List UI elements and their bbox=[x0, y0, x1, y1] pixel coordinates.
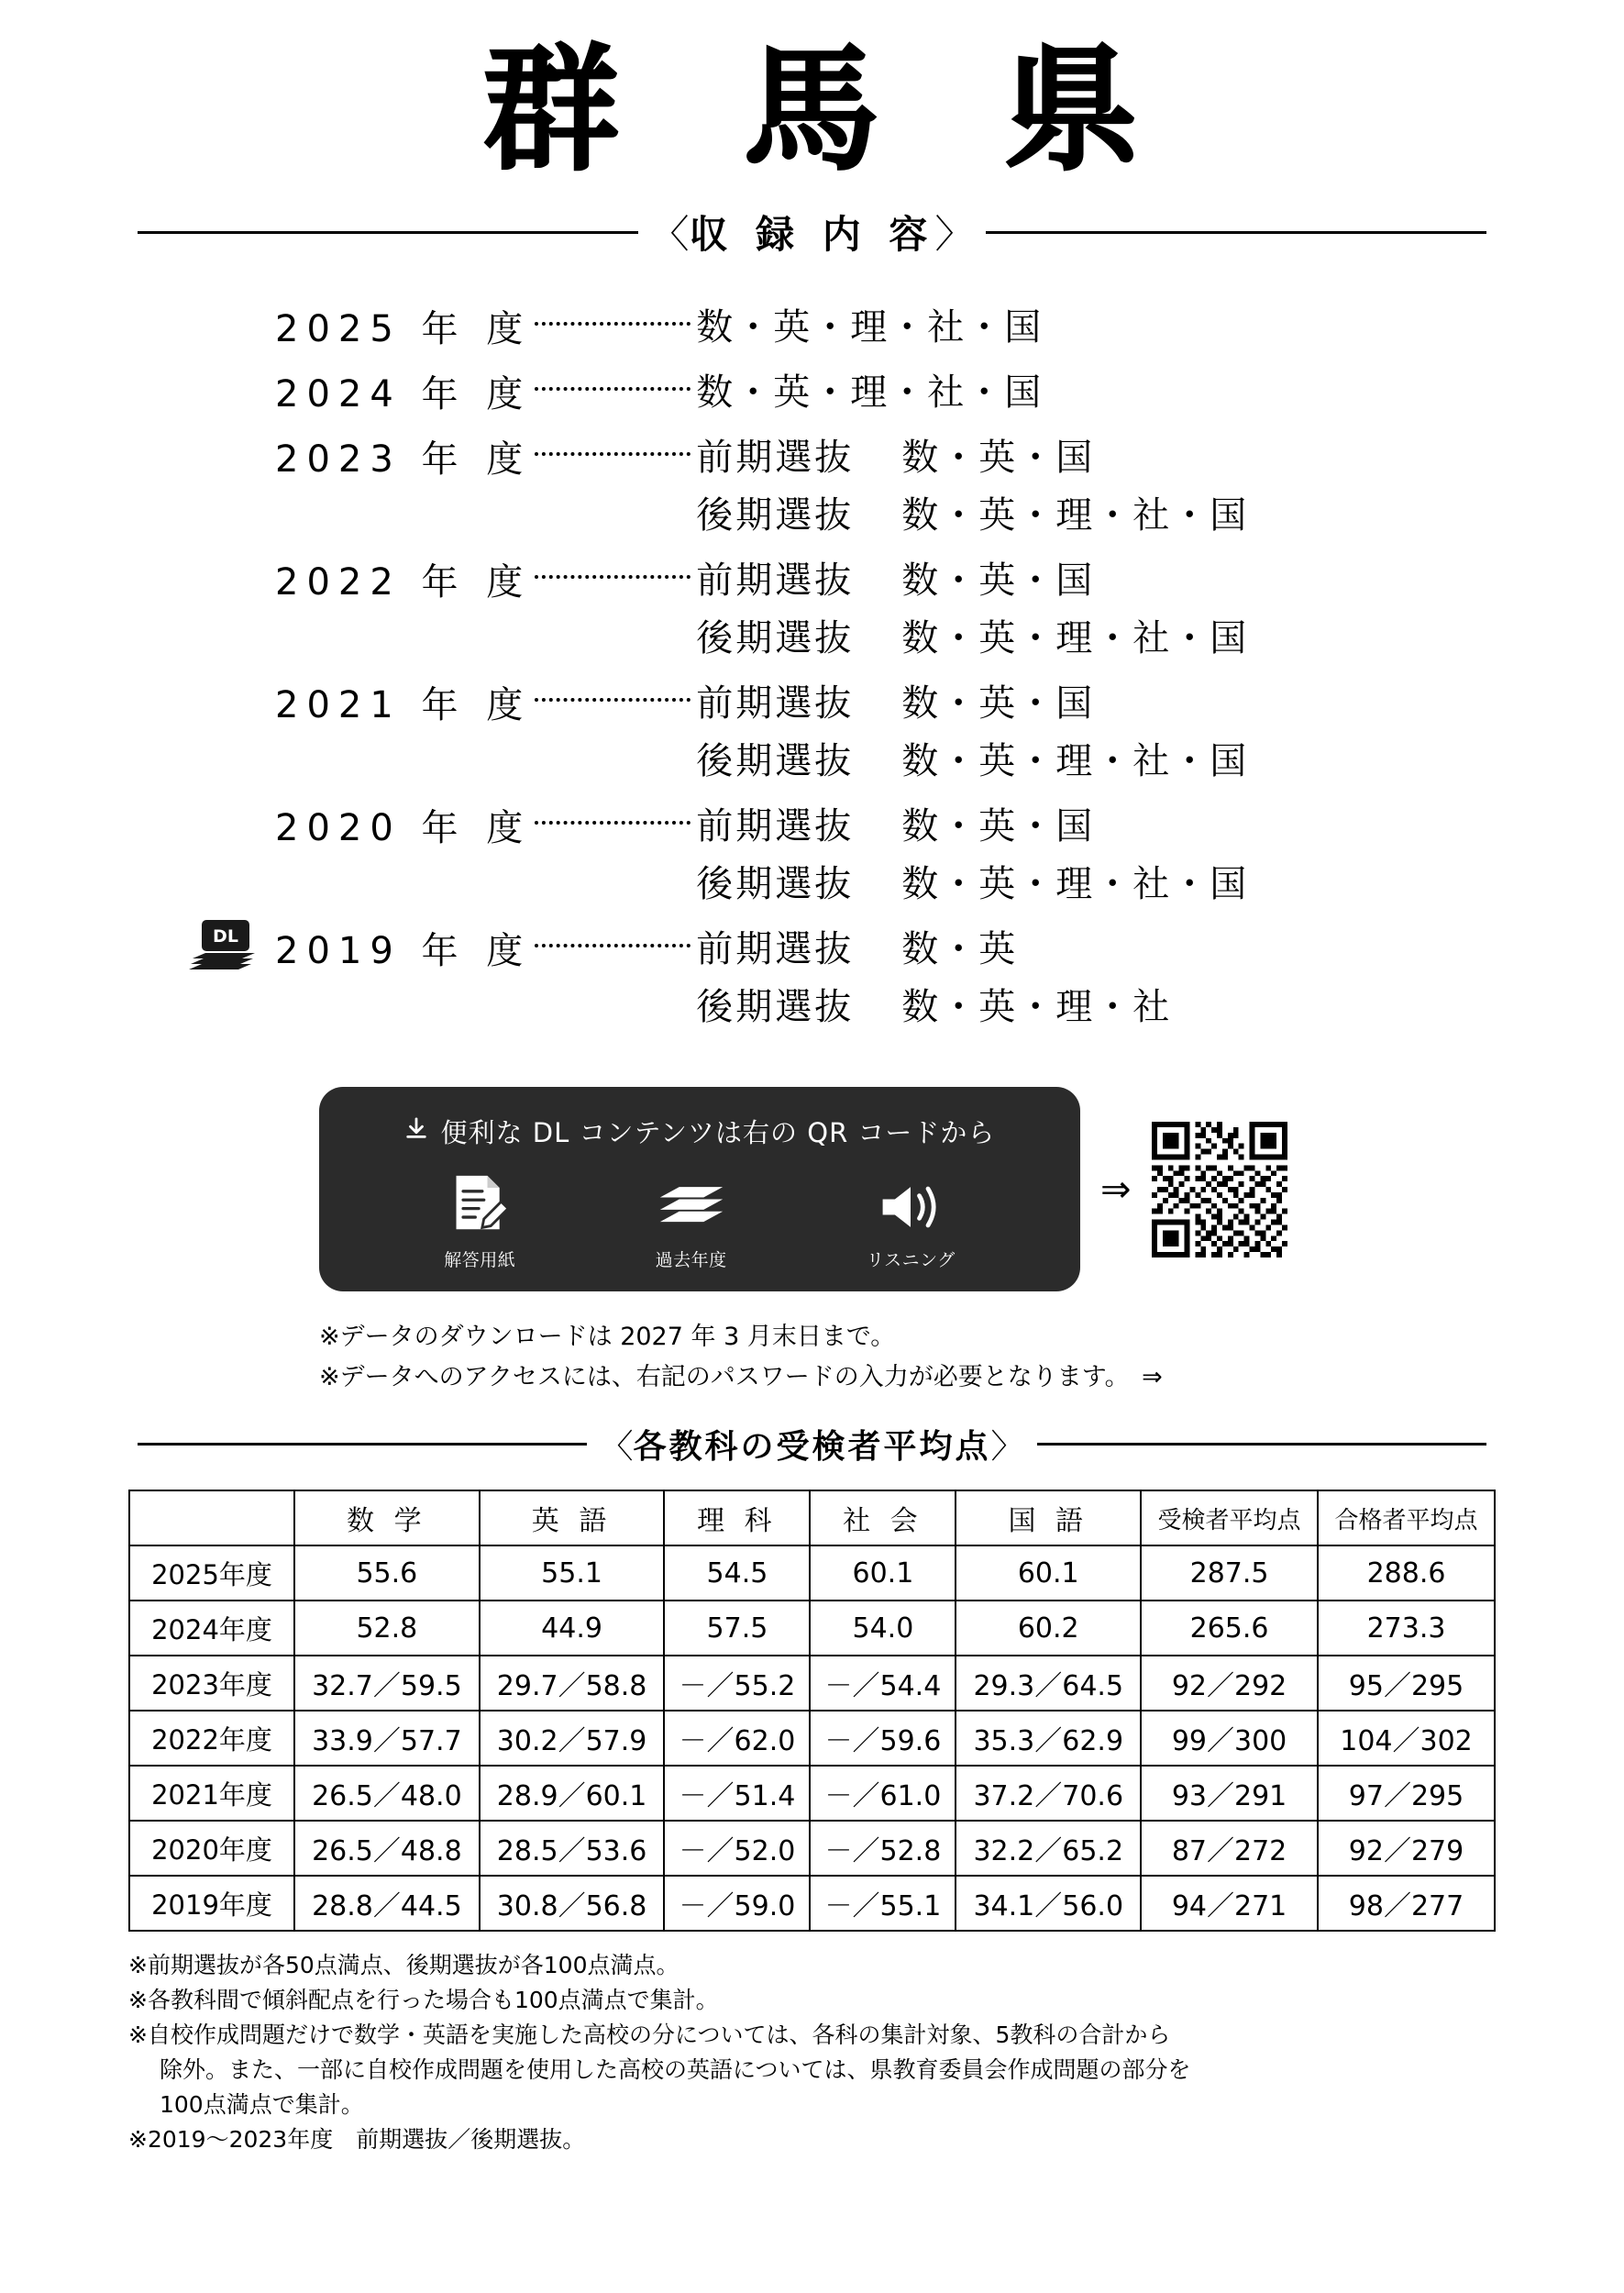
contents-heading bbox=[138, 205, 1486, 260]
download-icon bbox=[404, 1116, 428, 1147]
bracket-right: 〉 bbox=[934, 212, 974, 257]
table-cell: 93／291 bbox=[1141, 1766, 1318, 1821]
table-cell: 32.2／65.2 bbox=[956, 1821, 1141, 1876]
contents-subjects bbox=[696, 920, 1171, 1036]
answer-sheet-icon bbox=[449, 1172, 510, 1239]
selection-tag: 後期選抜 bbox=[696, 494, 855, 537]
table-cell: －／55.1 bbox=[810, 1876, 956, 1931]
subject-list: 数・英・理・社・国 bbox=[901, 740, 1249, 782]
table-header-cell bbox=[129, 1490, 294, 1545]
contents-subject-line bbox=[696, 855, 1248, 907]
answer-sheet-caption: 解答用紙 bbox=[444, 1250, 516, 1270]
table-cell: 54.0 bbox=[810, 1601, 956, 1656]
table-cell: 55.6 bbox=[294, 1545, 480, 1601]
table-cell: 32.7／59.5 bbox=[294, 1656, 480, 1711]
selection-tag: 後期選抜 bbox=[696, 617, 855, 659]
download-notes bbox=[0, 1317, 1624, 1397]
table-cell-year: 2023年度 bbox=[129, 1656, 294, 1711]
table-cell: 44.9 bbox=[480, 1601, 665, 1656]
table-cell: 52.8 bbox=[294, 1601, 480, 1656]
table-cell: 87／272 bbox=[1141, 1821, 1318, 1876]
subject-list: 数・英・国 bbox=[901, 805, 1095, 847]
subject-list: 数・英・理・社・国 bbox=[901, 863, 1249, 905]
table-header-cell: 国 語 bbox=[956, 1490, 1141, 1545]
table-cell: 104／302 bbox=[1318, 1711, 1495, 1766]
table-cell: 60.1 bbox=[956, 1545, 1141, 1601]
bracket-right: 〉 bbox=[990, 1428, 1024, 1467]
table-cell: 28.8／44.5 bbox=[294, 1876, 480, 1931]
table-cell: 60.2 bbox=[956, 1601, 1141, 1656]
footnote: ※自校作成問題だけで数学・英語を実施した高校の分については、各科の集計対象、5教科の合計から bbox=[128, 2022, 1171, 2049]
contents-subject-line bbox=[696, 609, 1248, 661]
table-cell: 92／279 bbox=[1318, 1821, 1495, 1876]
table-row bbox=[129, 1601, 1495, 1656]
selection-tag: 後期選抜 bbox=[696, 740, 855, 782]
download-note: ※データのダウンロードは 2027 年 3 月末日まで。 bbox=[319, 1323, 896, 1351]
listening-caption: リスニング bbox=[867, 1250, 956, 1270]
contents-row bbox=[275, 298, 1624, 356]
contents-year: 2019 年 度 bbox=[275, 930, 532, 972]
selection-tag: 前期選抜 bbox=[696, 928, 855, 970]
qr-code[interactable] bbox=[1152, 1122, 1287, 1257]
contents-subject-line bbox=[696, 978, 1171, 1030]
bracket-left: 〈 bbox=[650, 212, 690, 257]
past-years-caption: 過去年度 bbox=[655, 1250, 727, 1270]
table-cell-year: 2025年度 bbox=[129, 1545, 294, 1601]
selection-tag: 前期選抜 bbox=[696, 682, 855, 725]
svg-text:DL: DL bbox=[213, 926, 238, 947]
contents-subject-line bbox=[696, 732, 1248, 784]
table-cell: 95／295 bbox=[1318, 1656, 1495, 1711]
contents-row bbox=[275, 428, 1624, 544]
selection-tag: 前期選抜 bbox=[696, 437, 855, 479]
table-cell: 34.1／56.0 bbox=[956, 1876, 1141, 1931]
table-cell: 60.1 bbox=[810, 1545, 956, 1601]
table-cell: 265.6 bbox=[1141, 1601, 1318, 1656]
subject-list: 数・英・理・社・国 bbox=[901, 494, 1249, 537]
table-cell: 55.1 bbox=[480, 1545, 665, 1601]
heading-rule-left bbox=[138, 231, 638, 234]
contents-year: 2024 年 度 bbox=[275, 373, 532, 415]
contents-row bbox=[213, 920, 1624, 1036]
table-header-cell: 英 語 bbox=[480, 1490, 665, 1545]
table-cell: －／61.0 bbox=[810, 1766, 956, 1821]
subject-list: 数・英・国 bbox=[901, 559, 1095, 602]
subject-list: 数・英・国 bbox=[901, 437, 1095, 479]
table-row bbox=[129, 1656, 1495, 1711]
contents-list bbox=[0, 298, 1624, 1036]
scores-table bbox=[128, 1490, 1496, 1932]
contents-row bbox=[275, 551, 1624, 667]
download-item-past-years[interactable] bbox=[656, 1180, 727, 1271]
table-cell: 92／292 bbox=[1141, 1656, 1318, 1711]
table-cell: 98／277 bbox=[1318, 1876, 1495, 1931]
contents-subject-line bbox=[696, 920, 1171, 972]
table-row bbox=[129, 1876, 1495, 1931]
table-cell: 99／300 bbox=[1141, 1711, 1318, 1766]
contents-subject-line bbox=[696, 428, 1248, 481]
subject-list: 数・英・理・社 bbox=[901, 986, 1172, 1028]
scores-rule-right bbox=[1037, 1443, 1486, 1446]
table-header-cell: 社 会 bbox=[810, 1490, 956, 1545]
subject-list: 数・英・理・社・国 bbox=[696, 371, 1044, 414]
past-years-books-icon bbox=[657, 1180, 726, 1239]
footnote: ※前期選抜が各50点満点、後期選抜が各100点満点。 bbox=[128, 1952, 679, 1979]
table-cell: －／54.4 bbox=[810, 1656, 956, 1711]
contents-subject-line bbox=[696, 674, 1248, 726]
selection-tag: 後期選抜 bbox=[696, 986, 855, 1028]
table-header-cell: 合格者平均点 bbox=[1318, 1490, 1495, 1545]
footnotes bbox=[128, 1948, 1496, 2157]
heading-rule-right bbox=[986, 231, 1486, 234]
contents-year: 2021 年 度 bbox=[275, 684, 532, 726]
subject-list: 数・英・理・社・国 bbox=[901, 617, 1249, 659]
leader-dots bbox=[535, 298, 690, 326]
table-cell: 288.6 bbox=[1318, 1545, 1495, 1601]
footnote: 除外。また、一部に自校作成問題を使用した高校の英語については、県教育委員会作成問題の部分を bbox=[160, 2056, 1191, 2084]
table-header-row bbox=[129, 1490, 1495, 1545]
table-cell: －／62.0 bbox=[664, 1711, 810, 1766]
table-cell-year: 2019年度 bbox=[129, 1876, 294, 1931]
scores-rule-left bbox=[138, 1443, 587, 1446]
table-cell: 28.9／60.1 bbox=[480, 1766, 665, 1821]
leader-dots bbox=[535, 428, 690, 456]
table-cell: 29.3／64.5 bbox=[956, 1656, 1141, 1711]
table-cell: 30.2／57.9 bbox=[480, 1711, 665, 1766]
table-cell-year: 2021年度 bbox=[129, 1766, 294, 1821]
contents-subject-line bbox=[696, 298, 1043, 350]
table-cell: 33.9／57.7 bbox=[294, 1711, 480, 1766]
leader-dots bbox=[535, 363, 690, 391]
footnote: 100点満点で集計。 bbox=[160, 2091, 364, 2119]
table-cell: －／59.0 bbox=[664, 1876, 810, 1931]
contents-subjects bbox=[696, 428, 1248, 544]
table-row bbox=[129, 1545, 1495, 1601]
subject-list: 数・英・国 bbox=[901, 682, 1095, 725]
download-panel-headline bbox=[319, 1105, 1080, 1156]
table-cell-year: 2020年度 bbox=[129, 1821, 294, 1876]
table-row bbox=[129, 1711, 1495, 1766]
contents-year: 2020 年 度 bbox=[275, 807, 532, 849]
contents-subjects bbox=[696, 797, 1248, 913]
table-row bbox=[129, 1821, 1495, 1876]
contents-year: 2025 年 度 bbox=[275, 308, 532, 350]
contents-subject-line bbox=[696, 486, 1248, 538]
bracket-left: 〈 bbox=[600, 1428, 634, 1467]
footnote: ※各教科間で傾斜配点を行った場合も100点満点で集計。 bbox=[128, 1987, 719, 2014]
arrow-to-qr-icon: ⇒ bbox=[1100, 1169, 1132, 1210]
table-cell: －／52.8 bbox=[810, 1821, 956, 1876]
table-header-cell: 受検者平均点 bbox=[1141, 1490, 1318, 1545]
contents-row bbox=[275, 674, 1624, 790]
contents-year: 2023 年 度 bbox=[275, 438, 532, 481]
download-item-answer-sheet[interactable] bbox=[444, 1172, 515, 1271]
contents-heading-text: 収 録 内 容 bbox=[689, 212, 935, 257]
table-cell: 97／295 bbox=[1318, 1766, 1495, 1821]
table-cell: 273.3 bbox=[1318, 1601, 1495, 1656]
contents-year: 2022 年 度 bbox=[275, 561, 532, 604]
contents-subjects bbox=[696, 674, 1248, 790]
scores-heading-label bbox=[587, 1421, 1036, 1468]
contents-subjects bbox=[696, 298, 1043, 356]
table-cell: 37.2／70.6 bbox=[956, 1766, 1141, 1821]
contents-subject-line bbox=[696, 797, 1248, 849]
leader-dots bbox=[535, 551, 690, 579]
table-header-cell: 理 科 bbox=[664, 1490, 810, 1545]
table-cell: 94／271 bbox=[1141, 1876, 1318, 1931]
table-cell: 35.3／62.9 bbox=[956, 1711, 1141, 1766]
selection-tag: 前期選抜 bbox=[696, 559, 855, 602]
download-area bbox=[0, 1087, 1624, 1291]
contents-subjects bbox=[696, 363, 1043, 421]
table-cell-year: 2024年度 bbox=[129, 1601, 294, 1656]
table-row bbox=[129, 1766, 1495, 1821]
table-cell: 57.5 bbox=[664, 1601, 810, 1656]
download-headline-text: 便利な DL コンテンツは右の QR コードから bbox=[440, 1117, 996, 1148]
table-cell-year: 2022年度 bbox=[129, 1711, 294, 1766]
leader-dots bbox=[535, 797, 690, 825]
contents-subject-line bbox=[696, 551, 1248, 604]
scores-table-wrap bbox=[128, 1490, 1496, 1932]
subject-list: 数・英・理・社・国 bbox=[696, 306, 1044, 349]
table-cell: －／51.4 bbox=[664, 1766, 810, 1821]
download-panel bbox=[319, 1087, 1080, 1291]
table-cell: 26.5／48.0 bbox=[294, 1766, 480, 1821]
contents-subject-line bbox=[696, 363, 1043, 415]
listening-speaker-icon bbox=[876, 1180, 945, 1239]
leader-dots bbox=[535, 920, 690, 947]
leader-dots bbox=[535, 674, 690, 702]
footnote: ※2019〜2023年度 前期選抜／後期選抜。 bbox=[128, 2126, 586, 2154]
table-cell: 26.5／48.8 bbox=[294, 1821, 480, 1876]
selection-tag: 前期選抜 bbox=[696, 805, 855, 847]
table-cell: 30.8／56.8 bbox=[480, 1876, 665, 1931]
table-cell: 54.5 bbox=[664, 1545, 810, 1601]
table-cell: 29.7／58.8 bbox=[480, 1656, 665, 1711]
dl-books-badge-icon bbox=[187, 916, 259, 973]
table-cell: －／52.0 bbox=[664, 1821, 810, 1876]
table-cell: －／55.2 bbox=[664, 1656, 810, 1711]
subject-list: 数・英 bbox=[901, 928, 1018, 970]
contents-heading-label bbox=[638, 205, 987, 260]
table-cell: 28.5／53.6 bbox=[480, 1821, 665, 1876]
download-icon-row bbox=[319, 1156, 1080, 1275]
scores-heading-text: 各教科の受検者平均点 bbox=[633, 1428, 991, 1467]
download-note: ※データへのアクセスには、右記のパスワードの入力が必要となります。 ⇒ bbox=[319, 1362, 1163, 1391]
download-item-listening[interactable] bbox=[867, 1180, 956, 1271]
table-cell: －／59.6 bbox=[810, 1711, 956, 1766]
page-title: 群 馬 県 bbox=[482, 31, 1178, 189]
selection-tag: 後期選抜 bbox=[696, 863, 855, 905]
scores-heading bbox=[138, 1421, 1486, 1468]
contents-subjects bbox=[696, 551, 1248, 667]
table-cell: 287.5 bbox=[1141, 1545, 1318, 1601]
contents-row bbox=[275, 363, 1624, 421]
table-header-cell: 数 学 bbox=[294, 1490, 480, 1545]
contents-row bbox=[275, 797, 1624, 913]
